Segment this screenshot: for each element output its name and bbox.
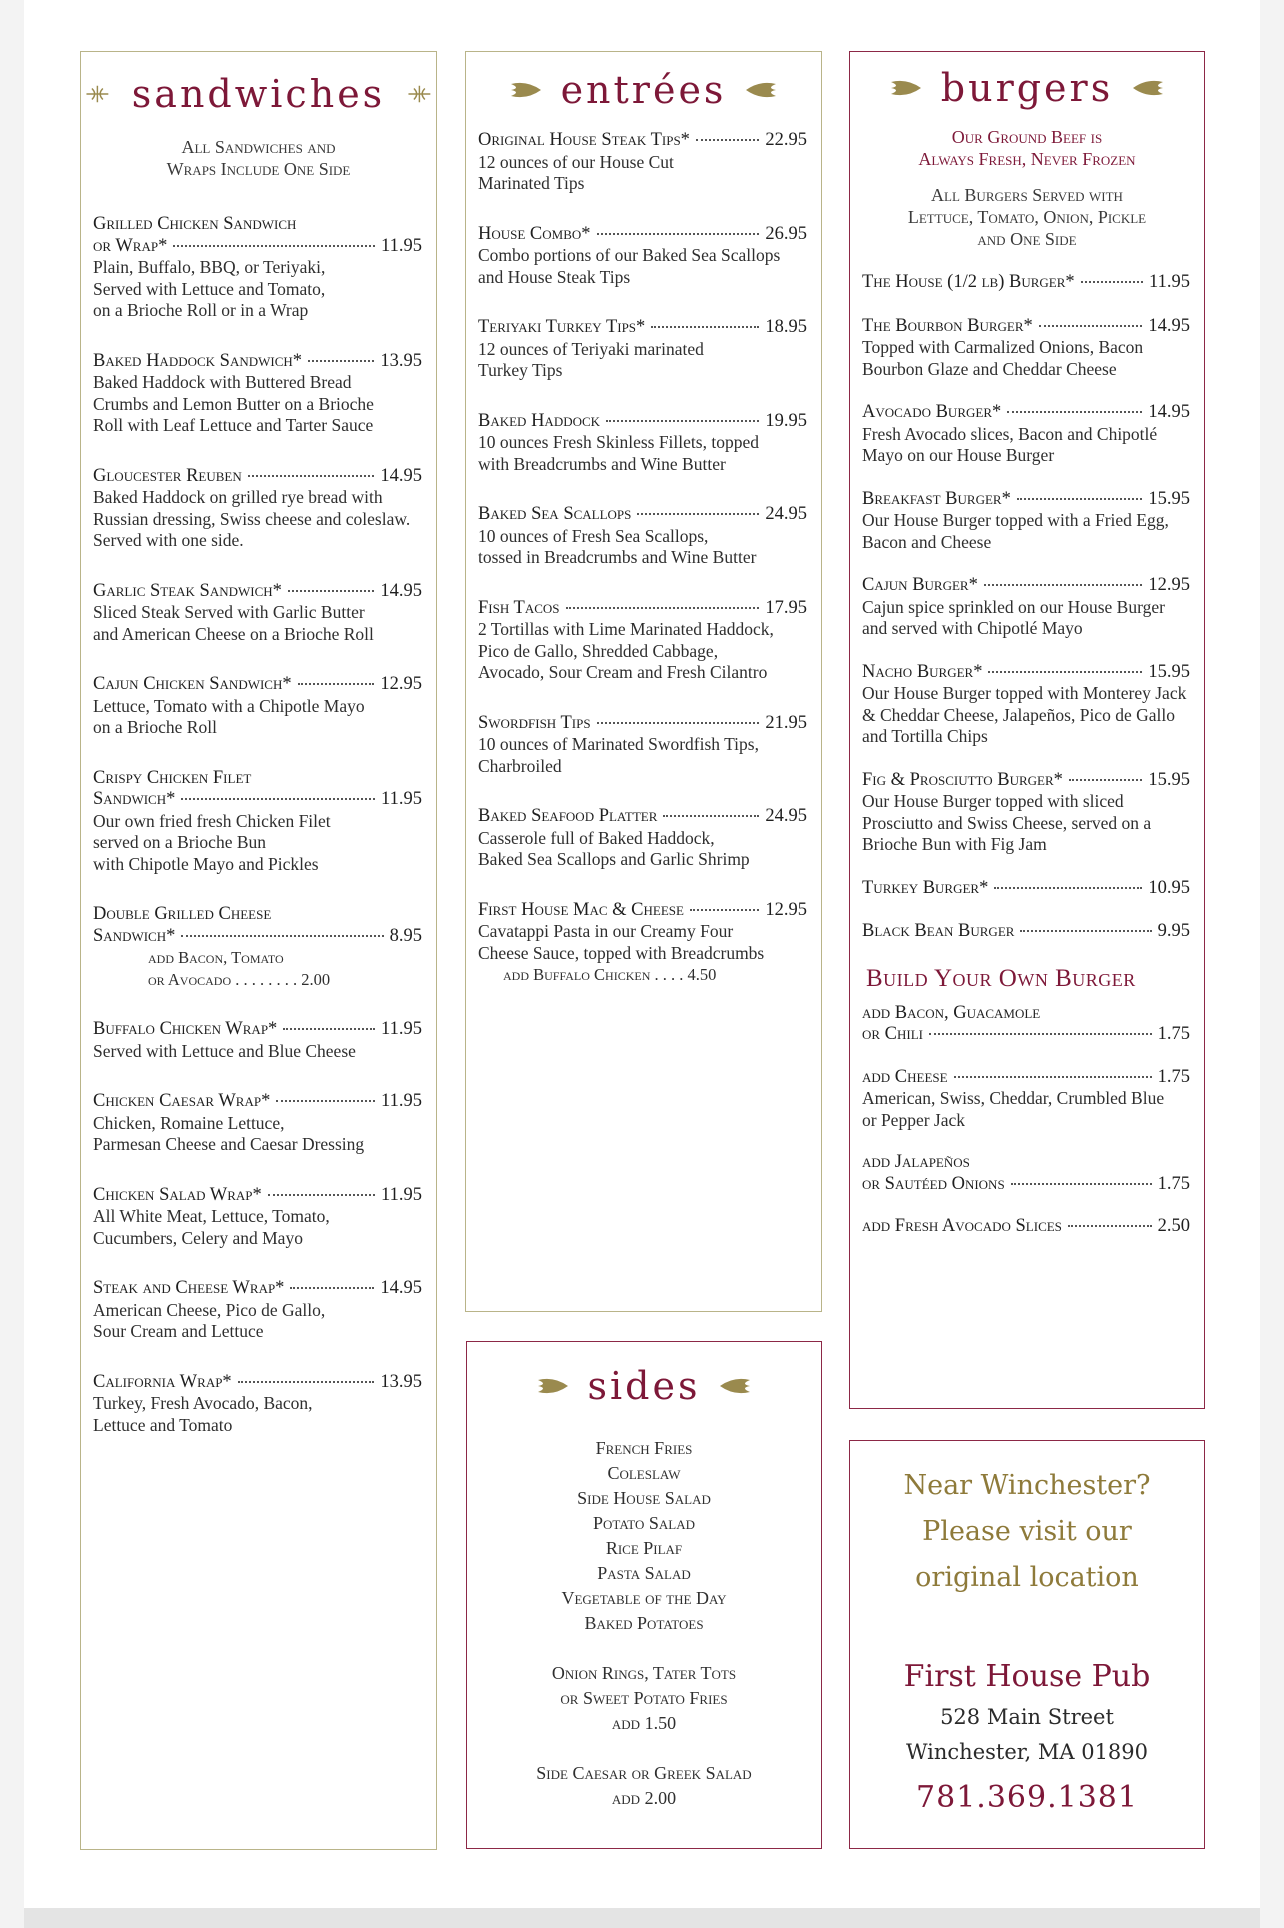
item-name: Buffalo Chicken Wrap* [93, 1019, 278, 1039]
dot-leader [283, 1028, 375, 1030]
item-name-line: Double Grilled Cheese [93, 904, 272, 924]
item-price: 1.75 [1157, 1173, 1190, 1194]
item-price: 11.95 [381, 1091, 422, 1111]
promo-question: Near Winchester? Please visit our original location [903, 1470, 1151, 1593]
item-name-row [93, 926, 422, 948]
item-name: Chicken Caesar Wrap* [93, 1091, 271, 1111]
dot-leader [181, 935, 383, 937]
item-name-row [862, 575, 1190, 597]
item-addon: add Buffalo Chicken . . . . 4.50 [503, 965, 717, 984]
entrees-header [466, 62, 821, 118]
item-description: served on a Brioche Bun [93, 832, 267, 852]
menu-item [478, 806, 807, 871]
item-price: 14.95 [380, 580, 422, 601]
dot-leader [173, 245, 375, 247]
item-name-row [862, 489, 1190, 511]
burgers-header [850, 60, 1204, 116]
menu-item [478, 504, 807, 569]
dot-leader [606, 420, 759, 422]
dot-leader [696, 139, 759, 141]
item-name-row [862, 316, 1190, 338]
item-description: 12 ounces of our House Cut [478, 151, 674, 172]
item-name-row [93, 1019, 422, 1041]
item-price: 11.95 [1149, 272, 1190, 292]
item-price: 9.95 [1157, 921, 1190, 941]
menu-item [862, 272, 1190, 294]
leaf-ornament-icon [744, 78, 780, 102]
item-name: Cajun Chicken Sandwich* [93, 674, 292, 694]
item-price: 11.95 [381, 1019, 422, 1039]
sides-title: sides [587, 1364, 701, 1408]
item-name: Cajun Burger* [862, 575, 978, 595]
side-item: Pasta Salad [597, 1563, 691, 1583]
side-item: French Fries [595, 1438, 693, 1458]
leaf-ornament-icon [1131, 76, 1167, 100]
dot-leader [637, 513, 759, 515]
item-description: Pico de Gallo, Shredded Cabbage, [478, 640, 719, 661]
item-name: Avocado Burger* [862, 402, 1002, 422]
menu-item [93, 1372, 422, 1437]
pub-phone: 781.369.1381 [916, 1780, 1138, 1815]
item-name-row [478, 598, 807, 620]
item-description: Plain, Buffalo, BBQ, or Teriyaki, [93, 257, 326, 277]
item-description: Baked Haddock on grilled rye bread with [93, 487, 383, 507]
menu-item [478, 900, 807, 986]
dot-leader [181, 798, 375, 800]
menu-item [862, 878, 1190, 900]
burgers-intro: All Burgers Served with Lettuce, Tomato, Onion, Pickle and One Side [907, 185, 1147, 249]
item-description: Served with one side. [93, 530, 244, 550]
menu-item [93, 466, 422, 552]
item-description: Casserole full of Baked Haddock, [478, 827, 715, 848]
dot-leader [1020, 930, 1151, 932]
item-name-row [478, 713, 807, 735]
item-description: Turkey, Fresh Avocado, Bacon, [93, 1393, 313, 1413]
item-description: Our House Burger topped with Monterey Jack [862, 683, 1187, 703]
item-name: or Wrap* [93, 235, 168, 256]
burgers-title: burgers [940, 66, 1114, 110]
item-description: Marinated Tips [478, 173, 585, 193]
menu-item [478, 224, 807, 289]
item-description: and American Cheese on a Brioche Roll [93, 623, 374, 644]
item-description: Parmesan Cheese and Caesar Dressing [93, 1134, 365, 1154]
menu-item [862, 1216, 1190, 1238]
item-name: or Sautéed Onions [862, 1173, 1005, 1194]
item-description: Sour Cream and Lettuce [93, 1321, 264, 1341]
item-description: Cajun spice sprinkled on our House Burger [862, 596, 1165, 617]
item-description: Cucumbers, Celery and Mayo [93, 1227, 303, 1248]
item-description: Our House Burger topped with sliced [862, 791, 1124, 811]
sides-list [467, 1436, 821, 1811]
item-name: Chicken Salad Wrap* [93, 1184, 262, 1205]
item-name: Baked Haddock [478, 410, 601, 431]
menu-item [93, 581, 422, 646]
menu-item [93, 768, 422, 876]
item-price: 22.95 [765, 130, 807, 150]
item-name-row [93, 1278, 422, 1300]
item-name: Baked Sea Scallops [478, 504, 632, 524]
dot-leader [566, 607, 760, 609]
item-description: Lettuce, Tomato with a Chipotle Mayo [93, 695, 365, 716]
item-name-row [93, 1185, 422, 1207]
item-name: Black Bean Burger [862, 921, 1015, 941]
item-name: Breakfast Burger* [862, 488, 1011, 509]
menu-item [93, 1019, 422, 1062]
side-item: Potato Salad [593, 1513, 695, 1533]
item-description: 10 ounces of Marinated Swordfish Tips, [478, 734, 759, 754]
menu-item [862, 316, 1190, 381]
item-description: 10 ounces of Fresh Sea Scallops, [478, 525, 709, 546]
item-description: Lettuce and Tomato [93, 1414, 233, 1435]
leaf-ornament-icon [534, 1374, 570, 1398]
dot-leader [954, 1076, 1152, 1078]
menu-item [93, 1278, 422, 1343]
item-description: with Chipotle Mayo and Pickles [93, 853, 319, 874]
item-description: American Cheese, Pico de Gallo, [93, 1299, 326, 1320]
dot-leader [1068, 1225, 1152, 1227]
item-price: 14.95 [1148, 315, 1190, 336]
item-name-row [478, 504, 807, 526]
item-name-row [862, 1174, 1190, 1196]
item-description: Sliced Steak Served with Garlic Butter [93, 602, 365, 622]
item-price: 19.95 [765, 410, 807, 431]
item-name-row [862, 1024, 1190, 1046]
item-description: All White Meat, Lettuce, Tomato, [93, 1206, 330, 1226]
item-description: Baked Sea Scallops and Garlic Shrimp [478, 849, 750, 869]
dot-leader [984, 584, 1143, 586]
item-description: on a Brioche Roll or in a Wrap [93, 300, 309, 320]
item-addon: add Bacon, Tomato [148, 948, 284, 967]
item-description: Bourbon Glaze and Cheddar Cheese [862, 358, 1117, 379]
menu-item [93, 904, 422, 990]
item-description: or Pepper Jack [862, 1109, 966, 1130]
item-description: tossed in Breadcrumbs and Wine Butter [478, 547, 757, 567]
sandwich-list [81, 214, 436, 1436]
item-description: Cavatappi Pasta in our Creamy Four [478, 921, 734, 941]
item-price: 8.95 [389, 925, 422, 946]
side-premium: or Sweet Potato Fries [560, 1688, 728, 1708]
item-name-row [93, 674, 422, 696]
item-name: House Combo* [478, 223, 591, 244]
item-name-row [862, 921, 1190, 943]
item-description: Topped with Carmalized Onions, Bacon [862, 337, 1144, 357]
item-name-row [862, 770, 1190, 792]
item-name: Sandwich* [93, 789, 176, 809]
burgers-panel [849, 51, 1205, 1409]
item-price: 11.95 [381, 1184, 422, 1205]
item-price: 10.95 [1148, 877, 1190, 898]
item-price: 14.95 [380, 1278, 422, 1298]
item-name-row [862, 662, 1190, 684]
dot-leader [298, 683, 375, 685]
item-price: 11.95 [381, 789, 422, 809]
menu-item [862, 1003, 1190, 1046]
pub-address: 528 Main Street Winchester, MA 01890 [905, 1705, 1149, 1764]
entree-list [466, 130, 821, 986]
item-description: and Tortilla Chips [862, 726, 988, 746]
item-description: Our own fried fresh Chicken Filet [93, 810, 331, 831]
side-premium: Onion Rings, Tater Tots [551, 1663, 737, 1683]
item-name: add Cheese [862, 1066, 948, 1087]
item-name-line: Crispy Chicken Filet [93, 767, 252, 788]
item-description: Roll with Leaf Lettuce and Tarter Sauce [93, 415, 374, 435]
item-name-row [93, 1091, 422, 1113]
item-name: Swordfish Tips [478, 712, 591, 733]
item-name-row [478, 900, 807, 922]
item-price: 15.95 [1148, 488, 1190, 509]
item-name: Fish Tacos [478, 597, 560, 618]
item-description: Bacon and Cheese [862, 531, 992, 552]
sandwiches-title: sandwiches [131, 72, 386, 116]
item-price: 13.95 [380, 350, 422, 371]
item-description: Chicken, Romaine Lettuce, [93, 1112, 285, 1133]
sides-header [467, 1358, 821, 1414]
item-description: 10 ounces Fresh Skinless Fillets, topped [478, 432, 759, 452]
dot-leader [238, 1381, 375, 1383]
dot-leader [288, 590, 374, 592]
item-name-row [93, 236, 422, 258]
dot-leader [1039, 325, 1143, 327]
leaf-ornament-icon [507, 78, 543, 102]
item-name: Steak and Cheese Wrap* [93, 1278, 285, 1298]
item-name: The House (1/2 lb) Burger* [862, 272, 1075, 292]
dot-leader [308, 360, 374, 362]
build-your-own-title: Build Your Own Burger [866, 964, 1136, 992]
item-price: 17.95 [765, 597, 807, 618]
dot-leader [929, 1033, 1152, 1035]
menu-item [862, 1152, 1190, 1195]
dot-leader [988, 671, 1142, 673]
bottom-strip [24, 1908, 1260, 1928]
item-name: The Bourbon Burger* [862, 315, 1033, 336]
menu-item [478, 317, 807, 382]
leaf-ornament-icon [718, 1374, 754, 1398]
burgers-fresh-note: Our Ground Beef is Always Fresh, Never Frozen [918, 127, 1136, 169]
item-name: Garlic Steak Sandwich* [93, 580, 282, 601]
item-name: Baked Haddock Sandwich* [93, 350, 303, 371]
dot-leader [1017, 498, 1143, 500]
dot-leader [651, 326, 759, 328]
item-description: 12 ounces of Teriyaki marinated [478, 338, 704, 359]
sides-panel [466, 1341, 822, 1849]
menu-item [862, 770, 1190, 856]
dot-leader [690, 909, 759, 911]
item-name-row [478, 130, 807, 152]
item-name-row [93, 466, 422, 488]
item-price: 2.50 [1157, 1216, 1190, 1236]
item-addon: or Avocado . . . . . . . . 2.00 [148, 969, 331, 989]
item-price: 1.75 [1157, 1024, 1190, 1044]
menu-item [862, 1067, 1190, 1132]
item-price: 13.95 [380, 1371, 422, 1392]
item-description: & Cheddar Cheese, Jalapeños, Pico de Gallo [862, 704, 1175, 725]
item-price: 24.95 [765, 504, 807, 524]
item-price: 14.95 [380, 465, 422, 486]
item-name-row [862, 878, 1190, 900]
item-price: 24.95 [765, 806, 807, 826]
menu-item [93, 351, 422, 437]
item-description: Baked Haddock with Buttered Bread [93, 372, 352, 392]
build-your-own-list [850, 1003, 1204, 1238]
item-name: Baked Seafood Platter [478, 806, 658, 826]
item-name-row [478, 317, 807, 339]
menu-item [478, 713, 807, 778]
side-premium-price: add 1.50 [611, 1713, 677, 1733]
side-item: Rice Pilaf [605, 1538, 683, 1558]
item-name: Turkey Burger* [862, 877, 989, 898]
fleur-ornament-icon [81, 82, 114, 106]
dot-leader [268, 1194, 375, 1196]
dot-leader [597, 722, 760, 724]
item-description: Crumbs and Lemon Butter on a Brioche [93, 393, 374, 414]
side-item: Baked Potatoes [584, 1613, 704, 1633]
item-name: add Fresh Avocado Slices [862, 1216, 1062, 1236]
menu-item [478, 411, 807, 476]
location-promo [850, 1463, 1204, 1815]
item-name-row [478, 806, 807, 828]
item-name: Nacho Burger* [862, 661, 983, 682]
leaf-ornament-icon [887, 76, 923, 100]
menu-item [862, 921, 1190, 943]
menu-item [93, 674, 422, 739]
location-panel [849, 1440, 1205, 1849]
burger-list [850, 272, 1204, 943]
item-description: on a Brioche Roll [93, 717, 217, 737]
dot-leader [1007, 411, 1142, 413]
item-name: Original House Steak Tips* [478, 130, 690, 150]
menu-item [862, 662, 1190, 748]
item-name: Teriyaki Turkey Tips* [478, 317, 646, 337]
item-name: or Chili [862, 1024, 924, 1044]
item-name-row [93, 1372, 422, 1394]
dot-leader [663, 815, 759, 817]
item-price: 14.95 [1148, 402, 1190, 422]
item-name: California Wrap* [93, 1371, 232, 1392]
item-name: Sandwich* [93, 925, 176, 946]
item-name-row [93, 789, 422, 811]
item-name-row [93, 581, 422, 603]
item-name-row [478, 411, 807, 433]
side-salad-price: add 2.00 [611, 1788, 677, 1808]
item-description: Avocado, Sour Cream and Fresh Cilantro [478, 662, 768, 682]
item-name-row [478, 224, 807, 246]
item-name: Fig & Prosciutto Burger* [862, 769, 1063, 790]
item-description: Served with Lettuce and Tomato, [93, 278, 326, 299]
dot-leader [290, 1287, 374, 1289]
pub-name: First House Pub [903, 1659, 1151, 1694]
item-name-line: add Jalapeños [862, 1152, 970, 1172]
item-price: 18.95 [765, 317, 807, 337]
dot-leader [1011, 1183, 1152, 1185]
entrees-panel [465, 51, 822, 1312]
sandwiches-intro: All Sandwiches and Wraps Include One Side [166, 137, 351, 179]
dot-leader [597, 233, 760, 235]
menu-item [93, 1185, 422, 1250]
item-name-row [862, 1216, 1190, 1238]
menu-item [862, 402, 1190, 467]
item-description: Brioche Bun with Fig Jam [862, 834, 1047, 854]
item-name-line: Grilled Chicken Sandwich [93, 214, 297, 234]
sandwiches-header [81, 66, 436, 122]
item-price: 12.95 [380, 674, 422, 694]
item-description: Served with Lettuce and Blue Cheese [93, 1040, 356, 1061]
dot-leader [248, 475, 375, 477]
item-price: 15.95 [1148, 661, 1190, 682]
item-description: 2 Tortillas with Lime Marinated Haddock, [478, 619, 774, 639]
item-description: Turkey Tips [478, 360, 563, 380]
item-name: Gloucester Reuben [93, 465, 242, 486]
dot-leader [994, 887, 1142, 889]
item-name: First House Mac & Cheese [478, 899, 684, 920]
item-description: Russian dressing, Swiss cheese and coleslaw. [93, 508, 411, 529]
menu-item [862, 575, 1190, 640]
side-item: Coleslaw [607, 1463, 681, 1483]
item-name-row [862, 272, 1190, 294]
dot-leader [276, 1100, 375, 1102]
menu-item [478, 130, 807, 195]
item-name-row [862, 1067, 1190, 1089]
item-name-line: add Bacon, Guacamole [862, 1002, 1041, 1023]
item-description: Mayo on our House Burger [862, 445, 1055, 465]
item-price: 15.95 [1148, 769, 1190, 790]
side-salad: Side Caesar or Greek Salad [536, 1763, 752, 1783]
menu-item [862, 489, 1190, 554]
item-price: 1.75 [1157, 1066, 1190, 1087]
sandwiches-panel [80, 51, 437, 1850]
item-price: 26.95 [765, 223, 807, 244]
item-name-row [93, 351, 422, 373]
item-price: 21.95 [765, 712, 807, 733]
item-description: Cheese Sauce, topped with Breadcrumbs [478, 942, 765, 963]
item-description: American, Swiss, Cheddar, Crumbled Blue [862, 1088, 1165, 1108]
item-description: Charbroiled [478, 755, 562, 776]
side-item: Vegetable of the Day [561, 1588, 727, 1608]
fleur-ornament-icon [403, 82, 436, 106]
item-description: Fresh Avocado slices, Bacon and Chipotlé [862, 423, 1158, 444]
item-price: 11.95 [381, 235, 422, 256]
item-description: with Breadcrumbs and Wine Butter [478, 453, 726, 474]
menu-item [93, 1091, 422, 1156]
menu-item [478, 598, 807, 684]
item-description: Our House Burger topped with a Fried Egg, [862, 510, 1169, 530]
item-price: 12.95 [765, 899, 807, 920]
menu-item [93, 214, 422, 322]
item-name-row [862, 402, 1190, 424]
entrees-title: entrées [560, 68, 727, 112]
item-description: Combo portions of our Baked Sea Scallops [478, 245, 781, 265]
item-description: and served with Chipotlé Mayo [862, 618, 1083, 638]
side-item: Side House Salad [577, 1488, 711, 1508]
item-description: Prosciutto and Swiss Cheese, served on a [862, 812, 1152, 833]
item-description: and House Steak Tips [478, 266, 631, 287]
dot-leader [1081, 281, 1143, 283]
item-price: 12.95 [1148, 575, 1190, 595]
dot-leader [1069, 779, 1142, 781]
